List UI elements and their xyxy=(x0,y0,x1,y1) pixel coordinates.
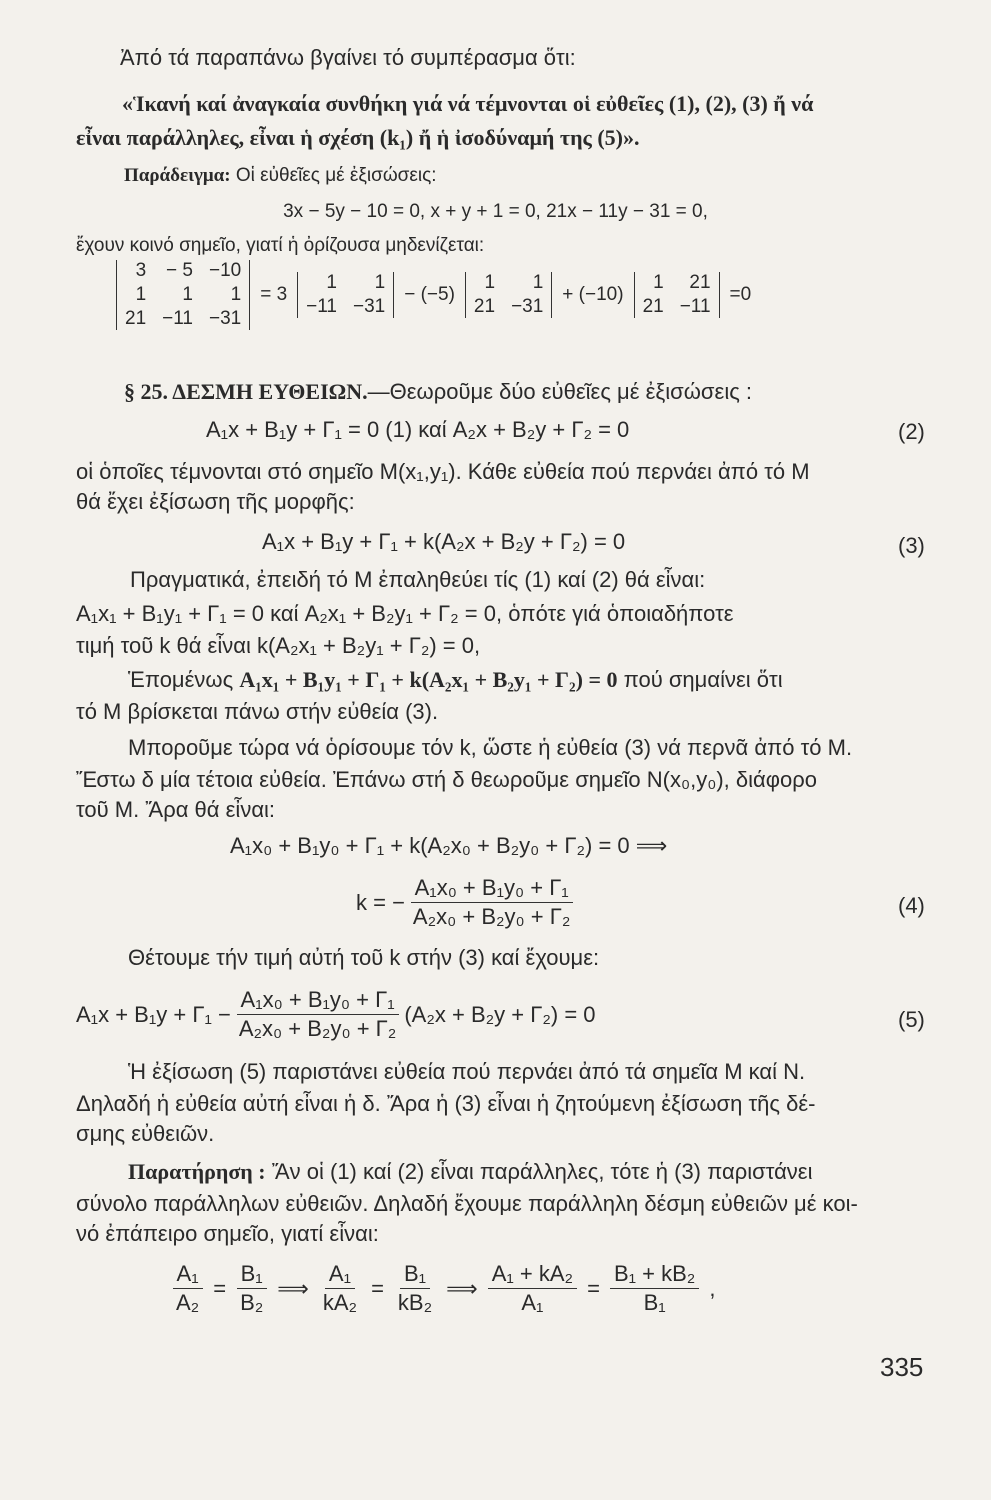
k-denominator: A₂x₀ + B₂y₀ + Γ₂ xyxy=(412,904,571,929)
eq5-fraction xyxy=(235,986,401,1043)
det-result: =0 xyxy=(729,284,752,305)
paragraph-1-line-2: θά ἔχει ἐξίσωση τῆς μορφῆς: xyxy=(76,489,355,514)
section-title: § 25. ΔΕΣΜΗ ΕΥΘΕΙΩΝ. xyxy=(124,379,368,404)
page-number: 335 xyxy=(880,1352,924,1382)
paragraph-1-line-1: οἱ ὁποῖες τέμνονται στό σημεῖο M(x₁,y₁). Κάθε εὐθεία πού περνάει ἀπό τό M xyxy=(76,459,810,484)
frac-b1-kb2 xyxy=(394,1260,436,1317)
eq5-denominator: A₂x₀ + B₂y₀ + Γ₂ xyxy=(238,1016,397,1041)
remark-text: Ἄν οἱ (1) καί (2) εἶναι παράλληλες, τότε ἡ (3) παριστάνει xyxy=(265,1159,813,1184)
example-text: Οἱ εὐθεῖες μέ ἐξισώσεις: xyxy=(235,165,437,186)
equation-number-5: (5) xyxy=(898,1007,925,1032)
denominator: B₂ xyxy=(240,1290,264,1315)
paragraph-2-line-2: A₁x₁ + B₁y₁ + Γ₁ = 0 καί A₂x₁ + B₂y₁ + Γ₂ = 0, ὁπότε γιά ὁποιαδήποτε xyxy=(76,601,734,626)
det-cell: 1 xyxy=(135,284,147,305)
equation-4 xyxy=(356,874,574,931)
section-heading-line xyxy=(124,378,752,406)
paragraph-5: Θέτουμε τήν τιμή αὐτή τοῦ k στήν (3) καί ἔχουμε: xyxy=(128,945,600,970)
denominator: B₁ xyxy=(643,1290,666,1315)
eq5-rhs: (A₂x + B₂y + Γ₂) = 0 xyxy=(404,1001,596,1027)
remark-label: Παρατήρηση : xyxy=(128,1159,266,1184)
parallel-relation xyxy=(172,1260,715,1317)
equation-3: A₁x + B₁y + Γ₁ + k(A₂x + B₂y + Γ₂) = 0 xyxy=(262,529,626,554)
trailing-comma: , xyxy=(709,1275,716,1301)
example-label: Παράδειγμα: xyxy=(124,165,231,186)
numerator: A₁ + kA₂ xyxy=(488,1260,577,1289)
paragraph-4-line-2: Ἔστω δ μία τέτοια εὐθεία. Ἐπάνω στή δ θεωροῦμε σημεῖο N(x₀,y₀), διάφορο xyxy=(76,767,817,792)
eq5-numerator: A₁x₀ + B₁y₀ + Γ₁ xyxy=(237,986,399,1015)
equations-1-2: A₁x + B₁y + Γ₁ = 0 (1) καί A₂x + B₂y + Γ₂ = 0 xyxy=(206,417,630,442)
numerator: B₁ xyxy=(237,1260,267,1289)
det-cell: 21 xyxy=(689,272,711,293)
paragraph-4-line-3: τοῦ M. Ἄρα θά εἶναι: xyxy=(76,797,276,822)
paragraph-2-line-1: Πραγματικά, ἐπειδή τό M ἐπαληθεύει τίς (1) καί (2) θά εἶναι: xyxy=(130,567,706,592)
denominator: kB₂ xyxy=(397,1290,433,1315)
equation-x0: A₁x₀ + B₁y₀ + Γ₁ + k(A₂x₀ + B₂y₀ + Γ₂) = 0 ⟹ xyxy=(230,833,668,858)
paragraph-4-line-1: Μποροῦμε τώρα νά ὁρίσουμε τόν k, ὥστε ἡ εὐθεία (3) νά περνᾶ ἀπό τό M. xyxy=(128,735,853,760)
det-cell: 21 xyxy=(125,308,147,329)
minor-3 xyxy=(634,272,720,318)
determinant-3x3 xyxy=(116,260,250,330)
equation-number-4: (4) xyxy=(898,893,925,918)
theorem-line-1: «Ἱκανή καί ἀναγκαία συνθήκη γιά νά τέμνονται οἱ εὐθεῖες (1), (2), (3) ἤ νά xyxy=(122,91,814,116)
denominator: A₁ xyxy=(521,1290,544,1315)
k-numerator: A₁x₀ + B₁y₀ + Γ₁ xyxy=(411,874,573,903)
det-cell: 21 xyxy=(642,296,664,317)
implies-arrow: ⟹ xyxy=(277,1275,309,1301)
frac-a1-ka2 xyxy=(319,1260,361,1317)
det-cell: −11 xyxy=(306,296,337,317)
det-cell: 1 xyxy=(326,272,337,293)
det-cell: − 5 xyxy=(166,260,193,281)
determinant-expansion xyxy=(116,260,751,330)
minor-2 xyxy=(465,272,552,318)
det-cell: −11 xyxy=(679,296,711,317)
theorem-line-2: εἶναι παράλληλες, εἶναι ἡ σχέση (k₁) ἤ ἡ ἰσοδύναμή της (5)». xyxy=(76,125,640,150)
minor-1 xyxy=(297,272,394,318)
det-operator-2: + (−10) xyxy=(562,284,624,305)
remark-line-1 xyxy=(128,1158,812,1186)
frac-a1-a2 xyxy=(172,1260,203,1317)
paragraph-2-line-3: τιμή τοῦ k θά εἶναι k(A₂x₁ + B₂y₁ + Γ₂) = 0, xyxy=(76,633,481,658)
equation-5 xyxy=(76,986,596,1043)
det-cell: 1 xyxy=(653,272,664,293)
numerator: B₁ + kB₂ xyxy=(610,1260,699,1289)
det-cell: −11 xyxy=(162,308,193,329)
frac-b1-b2 xyxy=(236,1260,267,1317)
paragraph-3-line-2: τό M βρίσκεται πάνω στήν εὐθεία (3). xyxy=(76,699,439,724)
section-intro: —Θεωροῦμε δύο εὐθεῖες μέ ἐξισώσεις : xyxy=(367,379,753,404)
denominator: kA₂ xyxy=(322,1290,358,1315)
equation-number-3: (3) xyxy=(898,533,925,558)
equals-sign: = xyxy=(213,1275,227,1301)
det-operator-1: − (−5) xyxy=(404,284,455,305)
det-cell: −31 xyxy=(511,296,544,317)
remark-line-3: νό ἐπάπειρο σημεῖο, γιατί εἶναι: xyxy=(76,1221,379,1246)
k-fraction xyxy=(409,874,575,931)
paragraph-6-line-3: σμης εὐθειῶν. xyxy=(76,1121,215,1146)
det-equals: = 3 xyxy=(260,284,288,305)
det-cell: −31 xyxy=(352,296,386,317)
numerator: A₁ xyxy=(173,1260,203,1289)
frac-sum-a xyxy=(488,1260,577,1317)
det-cell: 3 xyxy=(135,260,147,281)
remark-line-2: σύνολο παράλληλων εὐθειῶν. Δηλαδή ἔχουμε παράλληλη δέσμη εὐθειῶν μέ κοι- xyxy=(76,1191,858,1216)
denominator: A₂ xyxy=(176,1290,200,1315)
paragraph-3-line-1 xyxy=(128,666,783,694)
equals-sign: = xyxy=(587,1275,600,1301)
det-cell: 1 xyxy=(374,272,386,293)
p3-end: πού σημαίνει ὅτι xyxy=(617,667,783,692)
numerator: A₁ xyxy=(325,1260,355,1289)
example-line xyxy=(124,162,437,190)
paragraph-6-line-2: Δηλαδή ἡ εὐθεία αὐτή εἶναι ἡ δ. Ἄρα ἡ (3) εἶναι ἡ ζητούμενη ἐξίσωση τῆς δέ- xyxy=(76,1091,816,1116)
implies-arrow: ⟹ xyxy=(446,1275,478,1301)
eq5-lhs: A₁x + B₁y + Γ₁ − xyxy=(76,1001,231,1027)
det-cell: 1 xyxy=(484,272,496,293)
frac-sum-b xyxy=(610,1260,699,1317)
det-cell: −10 xyxy=(208,260,242,281)
det-cell: −31 xyxy=(208,308,242,329)
paragraph-6-line-1: Ἡ ἐξίσωση (5) παριστάνει εὐθεία πού περνάει ἀπό τά σημεῖα M καί N. xyxy=(128,1059,806,1084)
p3-start: Ἑπομένως xyxy=(128,667,240,692)
k-lhs: k = − xyxy=(356,889,405,915)
det-cell: 1 xyxy=(230,284,242,305)
det-cell: 1 xyxy=(182,284,193,305)
p3-bold-equation: A₁x₁ + B₁y₁ + Γ₁ + k(A₂x₁ + B₂y₁ + Γ₂) = 0 xyxy=(239,667,618,692)
equation-number-2: (2) xyxy=(898,419,925,444)
det-cell: 21 xyxy=(473,296,496,317)
example-determinant-intro: ἔχουν κοινό σημεῖο, γιατί ἡ ὀρίζουσα μηδενίζεται: xyxy=(76,235,485,256)
equals-sign: = xyxy=(371,1275,384,1301)
numerator: B₁ xyxy=(400,1260,430,1289)
intro-line: Ἀπό τά παραπάνω βγαίνει τό συμπέρασμα ὅτι: xyxy=(120,45,576,70)
det-cell: 1 xyxy=(532,272,544,293)
example-equations: 3x − 5y − 10 = 0, x + y + 1 = 0, 21x − 11y − 31 = 0, xyxy=(283,201,708,222)
